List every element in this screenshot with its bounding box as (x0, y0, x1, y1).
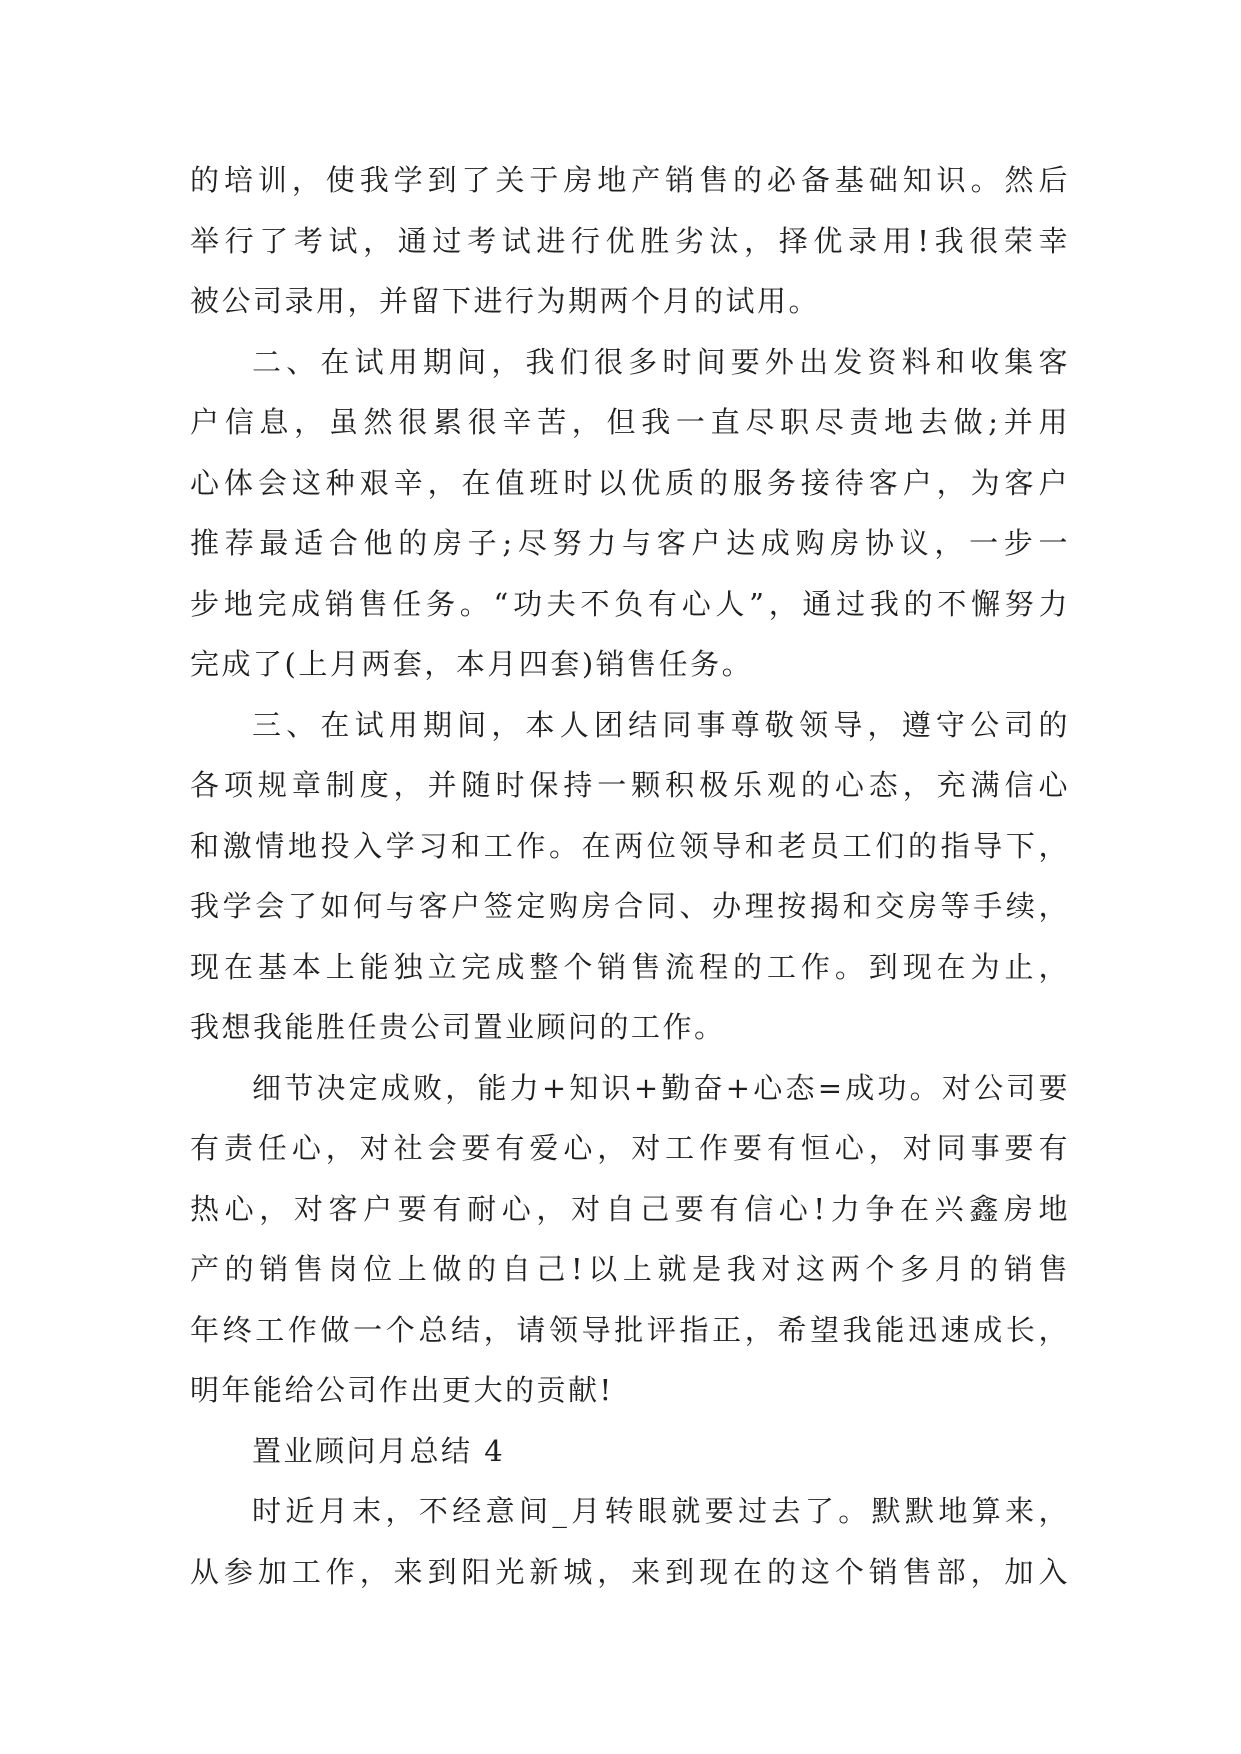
text-line: 推荐最适合他的房子;尽努力与客户达成购房协议，一步一 (190, 526, 1070, 560)
text-line: 明年能给公司作出更大的贡献! (190, 1373, 614, 1407)
text-line: 心体会这种艰辛，在值班时以优质的服务接待客户，为客户 (190, 465, 1070, 500)
text-line: 现在基本上能独立完成整个销售流程的工作。到现在为止， (190, 949, 1070, 984)
text-line: 的培训，使我学到了关于房地产销售的必备基础知识。然后 (190, 163, 1070, 197)
text-line: 我想我能胜任贵公司置业顾问的工作。 (190, 1010, 726, 1044)
text-line: 和激情地投入学习和工作。在两位领导和老员工们的指导下， (190, 828, 1070, 863)
text-line: 步地完成销售任务。“功夫不负有心人”，通过我的不懈努力 (190, 586, 1070, 621)
paragraph-start-line: 二、在试用期间，我们很多时间要外出发资料和收集客 (252, 344, 1070, 379)
text-line: 有责任心，对社会要有爱心，对工作要有恒心，对同事要有 (190, 1131, 1070, 1165)
text-line: 热心，对客户要有耐心，对自己要有信心!力争在兴鑫房地 (190, 1191, 1070, 1226)
text-line: 举行了考试，通过考试进行优胜劣汰，择优录用!我很荣幸 (190, 223, 1070, 258)
text-line: 完成了(上月两套，本月四套)销售任务。 (190, 647, 754, 681)
paragraph-start-line: 三、在试用期间，本人团结同事尊敬领导，遵守公司的 (252, 707, 1070, 742)
text-line: 被公司录用，并留下进行为期两个月的试用。 (190, 284, 821, 318)
text-line: 我学会了如何与客户签定购房合同、办理按揭和交房等手续， (190, 889, 1070, 923)
paragraph-start-line: 细节决定成败，能力+知识+勤奋+心态=成功。对公司要 (252, 1070, 1070, 1105)
text-line: 产的销售岗位上做的自己!以上就是我对这两个多月的销售 (190, 1252, 1070, 1286)
section-heading: 置业顾问月总结 4 (252, 1433, 506, 1468)
text-line: 户信息，虽然很累很辛苦，但我一直尽职尽责地去做;并用 (190, 405, 1070, 439)
paragraph-start-line: 时近月末，不经意间_月转眼就要过去了。默默地算来， (252, 1494, 1070, 1528)
text-line: 年终工作做一个总结，请领导批评指正，希望我能迅速成长， (190, 1312, 1070, 1347)
text-line: 各项规章制度，并随时保持一颗积极乐观的心态，充满信心 (190, 768, 1070, 802)
text-line: 从参加工作，来到阳光新城，来到现在的这个销售部，加入 (190, 1554, 1070, 1589)
document-body (190, 150, 1070, 1602)
